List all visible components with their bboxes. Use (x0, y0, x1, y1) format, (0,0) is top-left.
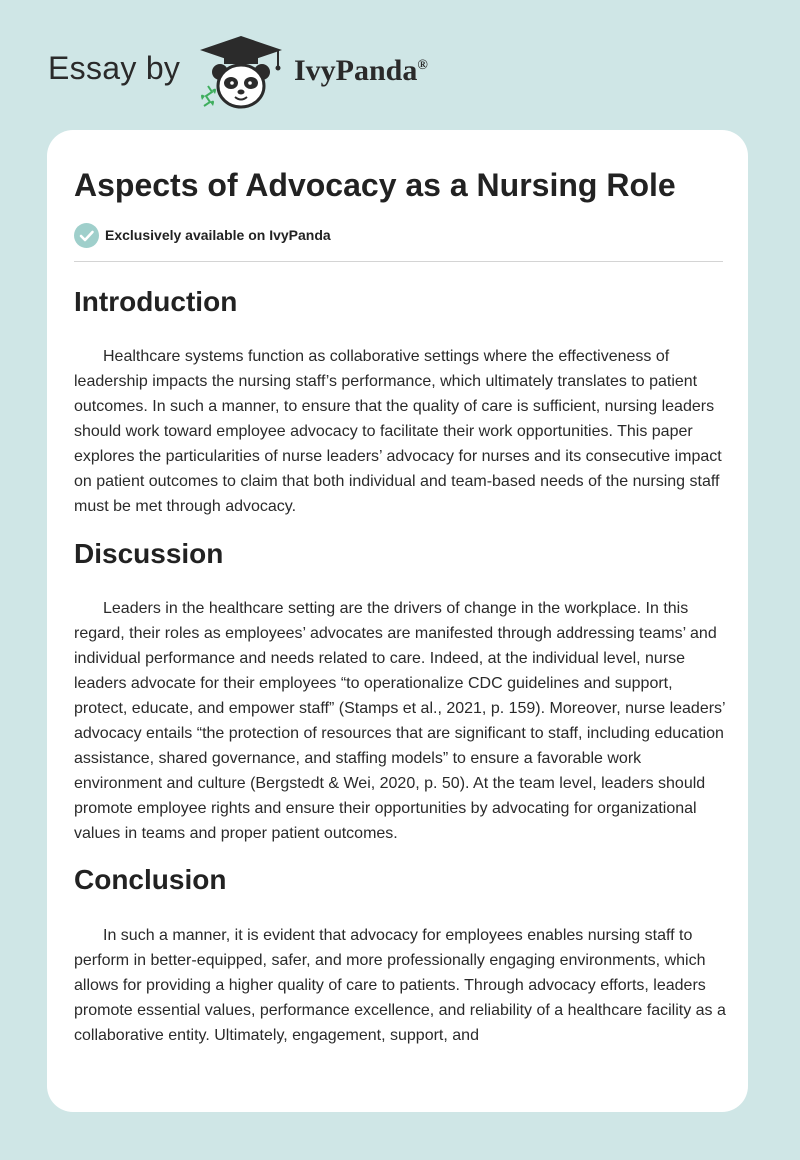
essay-by-label: Essay by (48, 50, 181, 86)
badge-label: Exclusively available on IvyPanda (105, 227, 331, 243)
essay-card (47, 130, 748, 1112)
exclusive-badge (74, 222, 331, 248)
section-heading-conclusion: Conclusion (74, 864, 227, 895)
section-body-conclusion: In such a manner, it is evident that advocacy for employees enables nursing staff to perform in better-equipped, safer, and more professionally engaging environments, which allows for providing a higher quality of care to patients. Through advocacy efforts, leaders promote essential values, performance excellence, and reliability of a healthcare facility as a collaborative entity. Ultimately, engagement, support, and (74, 927, 726, 1044)
section-body-introduction: Healthcare systems function as collaborative settings where the effectiveness of leadership impacts the nursing staff’s performance, which ultimately translates to patient outcomes. In such a manner, to ensure that the quality of care is sufficient, nursing leaders should work toward employee advocacy to facilitate their work opportunities. This paper explores the particularities of nurse leaders’ advocacy for nurses and its consecutive impact on patient outcomes to claim that both individual and team-based needs of the nursing staff must be met through advocacy. (74, 348, 722, 515)
site-header (0, 0, 800, 120)
check-circle-icon (74, 223, 99, 248)
section-heading-discussion: Discussion (74, 538, 224, 569)
brand-name[interactable]: IvyPanda® (294, 54, 428, 87)
registered-mark: ® (417, 58, 428, 73)
section-heading-introduction: Introduction (74, 286, 238, 317)
section-body-discussion: Leaders in the healthcare setting are the drivers of change in the workplace. In this regard, their roles as employees’ advocates are manifested through addressing teams’ and individual performance and needs related to care. Indeed, at the individual level, nurse leaders advocate for their employees “to operationalize CDC guidelines and support, protect, educate, and empower staff” (Stamps et al., 2021, p. 159). Moreover, nurse leaders’ advocacy entails “the protection of resources that are significant to staff, including education assistance, shared governance, and staffing models” to ensure a favorable work environment and culture (Bergstedt & Wei, 2020, p. 50). At the team level, leaders should promote employee rights and ensure their opportunities by advocating for organizational values in teams and proper patient outcomes. (74, 600, 726, 842)
page-title: Aspects of Advocacy as a Nursing Role (74, 167, 676, 203)
panda-logo-icon[interactable] (198, 34, 284, 112)
title-divider (74, 261, 723, 262)
